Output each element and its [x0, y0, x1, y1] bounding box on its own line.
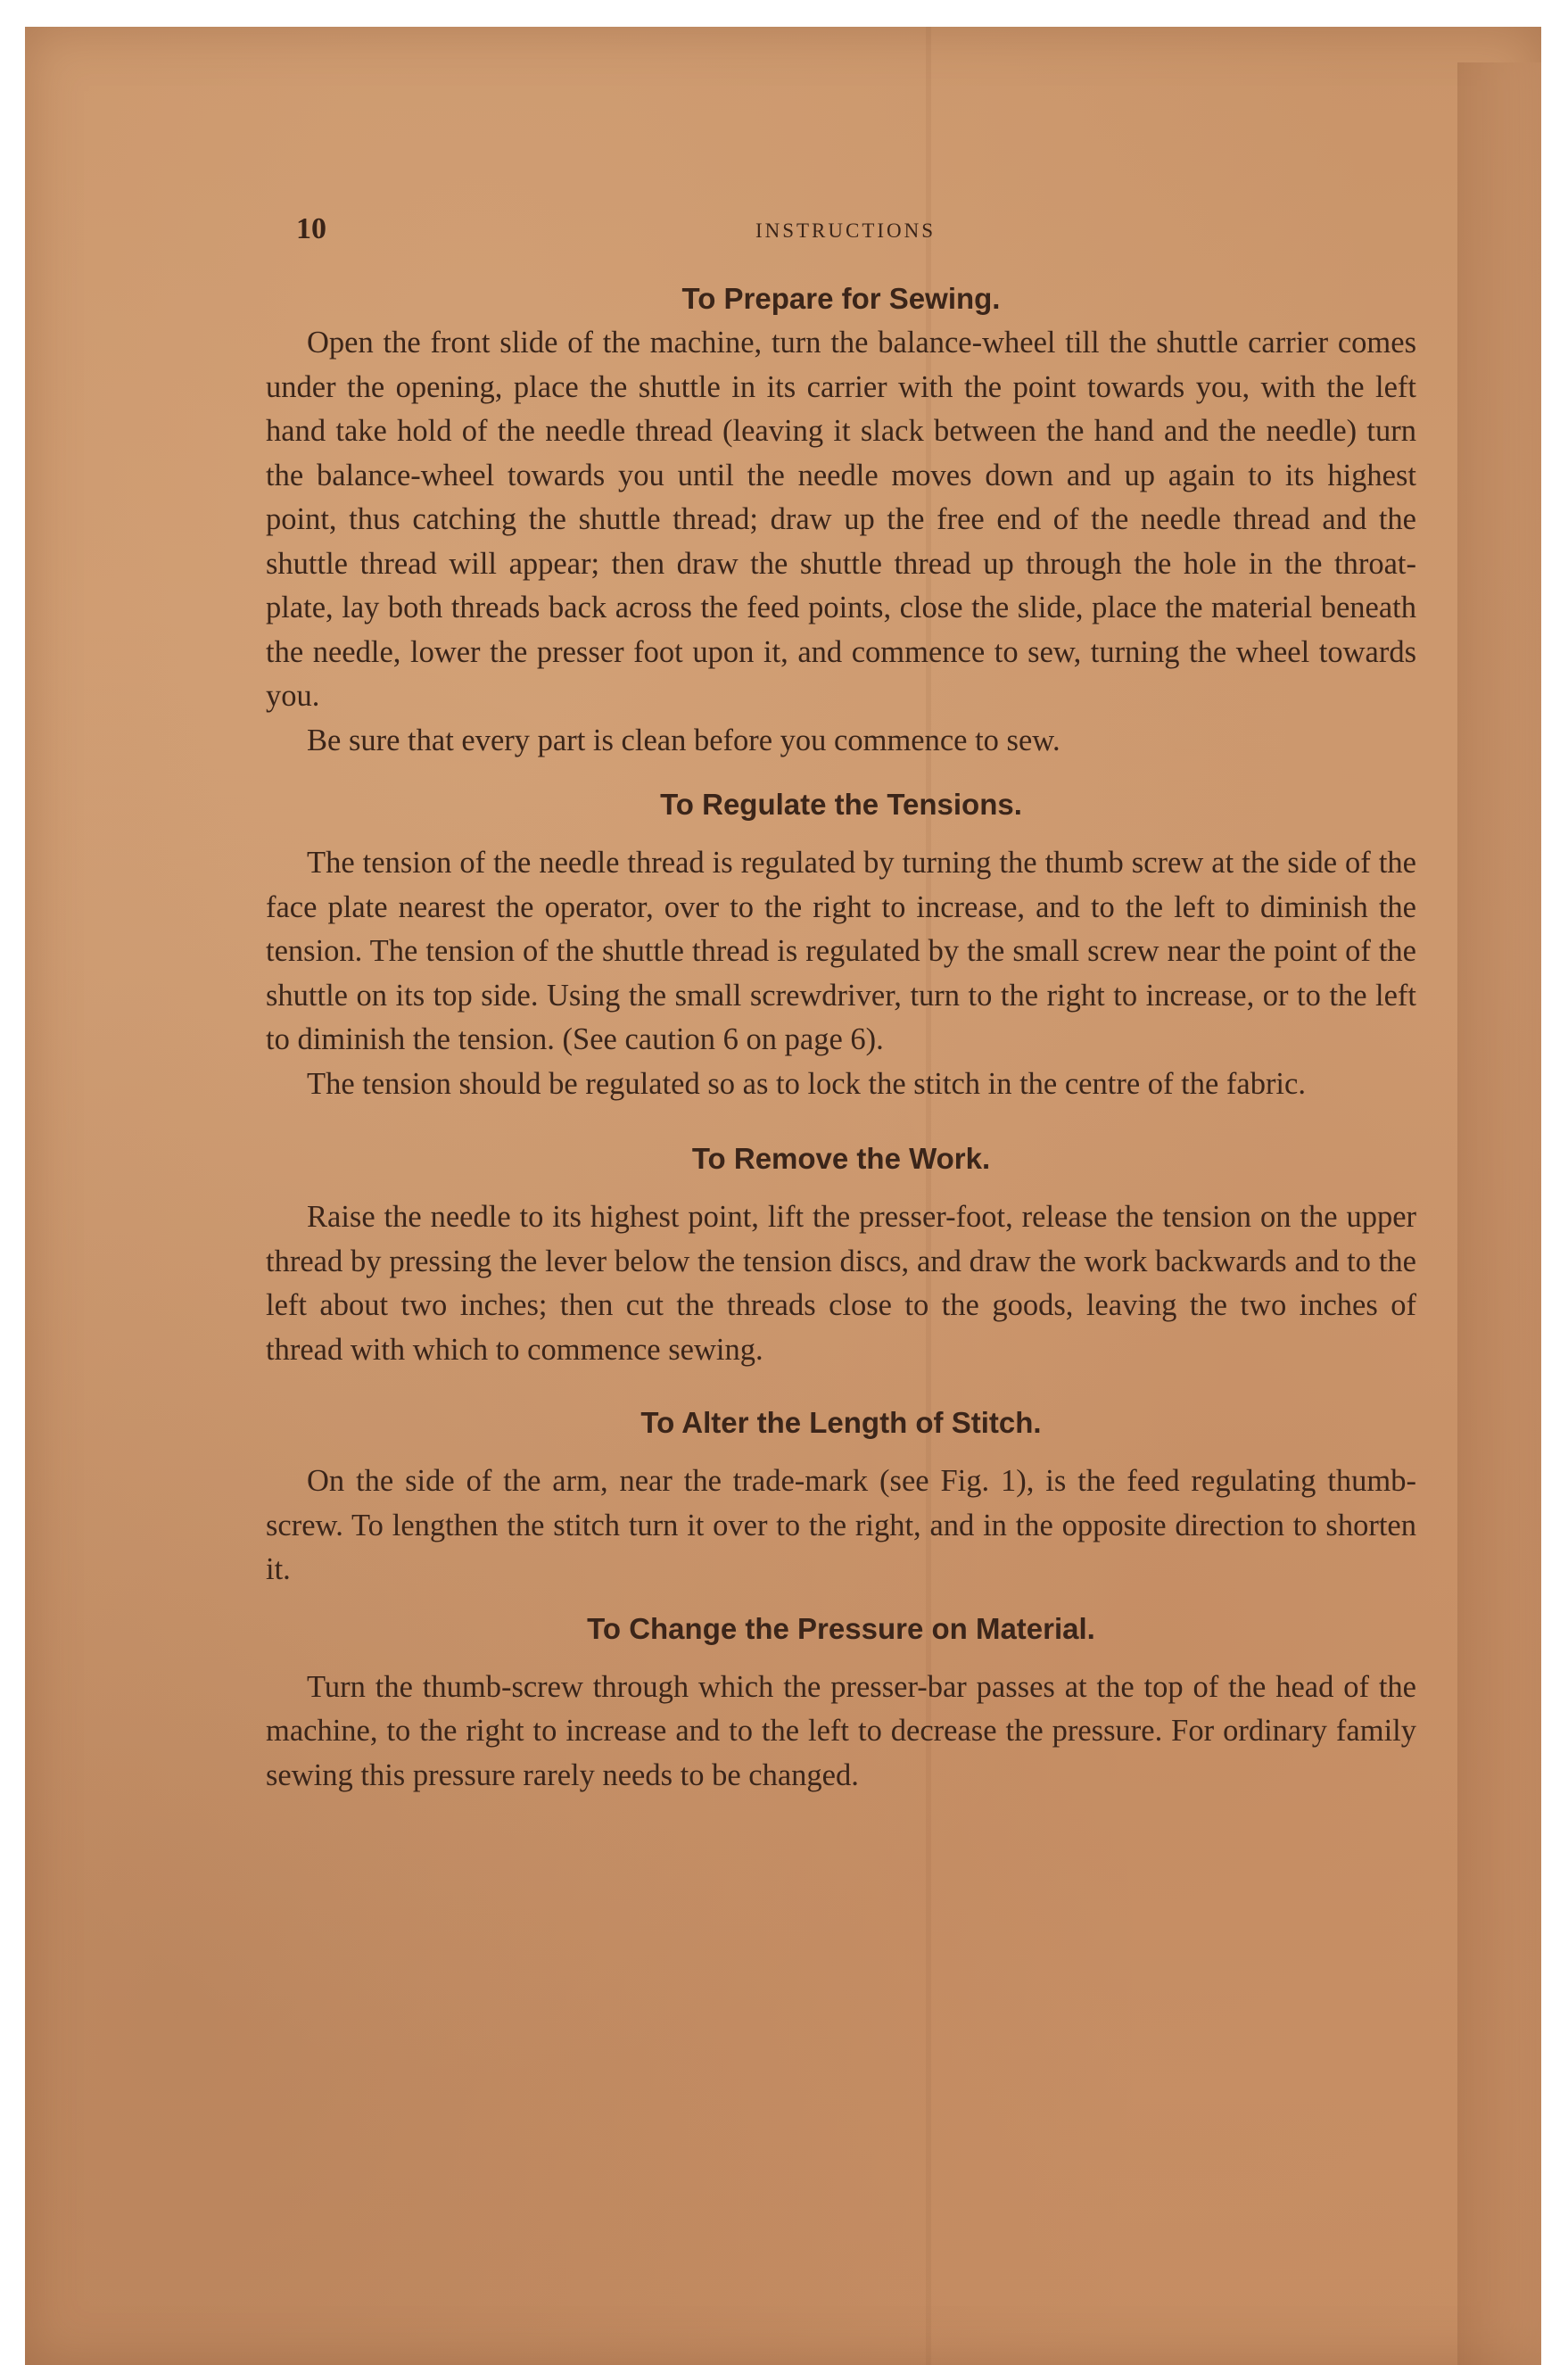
section-remove-work	[266, 1137, 1416, 1372]
running-head: INSTRUCTIONS	[755, 219, 937, 242]
section-title: To Prepare for Sewing.	[681, 282, 1001, 315]
section-prepare-for-sewing	[266, 277, 1416, 763]
paragraph: Open the front slide of the machine, turn the balance-wheel till the shuttle carrier comes under the opening, place the shuttle in its carrier with the point towards you, with the left hand take hold of the needle thread (leaving it slack between the hand and the needle) turn the balance-wheel towards you until the needle moves down and up again to its highest point, thus catching the shuttle thread; draw up the free end of the needle thread and the shuttle thread will appear; then draw the shuttle thread up through the hole in the throat-plate, lay both threads back across the feed points, close the slide, place the material beneath the needle, lower the presser foot upon it, and commence to sew, turning the wheel towards you.	[266, 326, 1416, 713]
section-change-pressure	[266, 1607, 1416, 1799]
section-title: To Alter the Length of Stitch.	[640, 1406, 1042, 1439]
section-title: To Change the Pressure on Material.	[587, 1611, 1095, 1645]
page-body	[266, 277, 1416, 1798]
facing-page-edge	[1457, 62, 1541, 2365]
paragraph: The tension of the needle thread is regulated by turning the thumb screw at the side of the face plate nearest the operator, over to the right to increase, and to the left to diminish the tension. The tension of the shuttle thread is regulated by the small screw near the point of the shuttle on its top side. Using the small screwdriver, turn to the right to increase, or to the left to diminish the tension. (See caution 6 on page 6).	[266, 846, 1416, 1056]
page-number: 10	[296, 212, 326, 245]
page-header	[275, 205, 1416, 259]
book-page	[25, 27, 1541, 2365]
paragraph: Turn the thumb-screw through which the presser-bar passes at the top of the head of the machine, to the right to increase and to the left to decrease the pressure. For ordinary family sewing this pressure rarely needs to be changed.	[266, 1669, 1416, 1792]
paragraph: On the side of the arm, near the trade-mark (see Fig. 1), is the feed regulating thumb-screw. To lengthen the stitch turn it over to the right, and in the opposite direction to shorten it.	[266, 1464, 1416, 1586]
paragraph: The tension should be regulated so as to lock the stitch in the centre of the fabric.	[307, 1066, 1306, 1101]
section-alter-stitch-length	[266, 1401, 1416, 1592]
paragraph: Be sure that every part is clean before you commence to sew.	[307, 723, 1060, 757]
section-title: To Regulate the Tensions.	[660, 788, 1022, 821]
section-regulate-tensions	[266, 782, 1416, 1106]
paragraph: Raise the needle to its highest point, lift the presser-foot, release the tension on the upper thread by pressing the lever below the tension discs, and draw the work backwards and to the left about two inches; then cut the threads close to the goods, leaving the two inches of thread with which to commence sewing.	[266, 1200, 1416, 1367]
section-title: To Remove the Work.	[691, 1142, 991, 1175]
